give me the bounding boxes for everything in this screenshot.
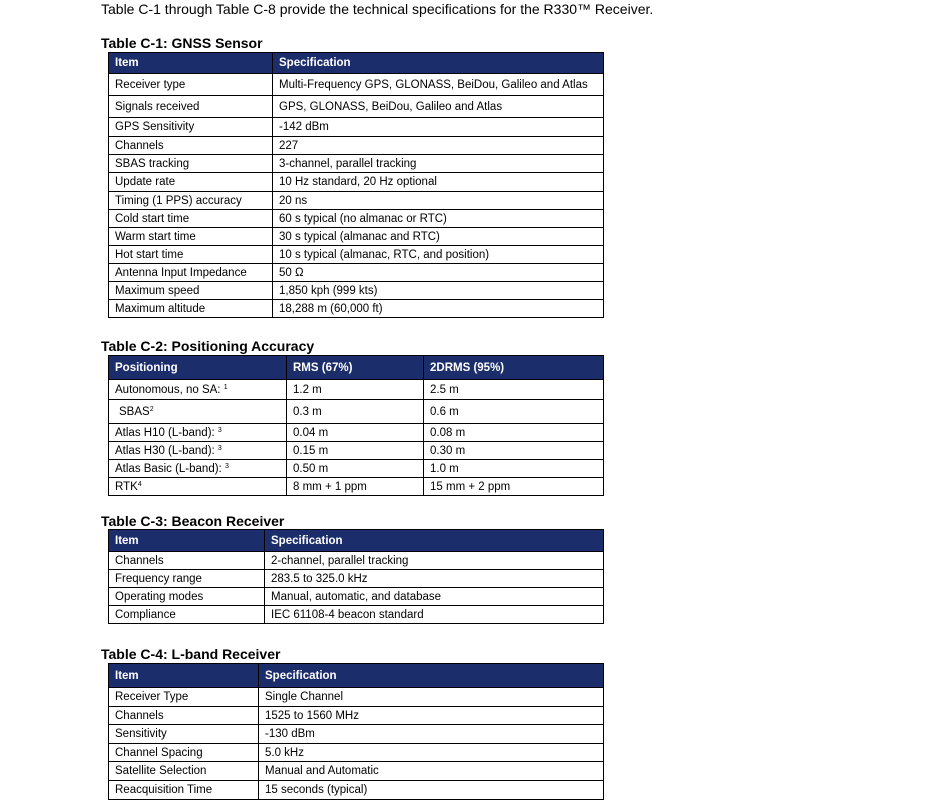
- table-row: [109, 744, 604, 762]
- table-header-row: [109, 530, 604, 552]
- table-row: [109, 725, 604, 744]
- table-row: [109, 246, 604, 264]
- drms-cell: 0.30 m: [424, 442, 604, 460]
- table-c2-title: Table C-2: Positioning Accuracy: [101, 338, 315, 354]
- positioning-label: RTK: [115, 480, 138, 493]
- table-c2-positioning-accuracy: [108, 355, 604, 496]
- table-row: [109, 74, 604, 96]
- rms-cell: 0.15 m: [287, 442, 424, 460]
- table-c4-lband-receiver: [108, 663, 604, 800]
- footnote-marker: 3: [217, 426, 222, 434]
- table-row: [109, 380, 604, 400]
- header-item: Item: [109, 53, 273, 74]
- specification-cell: -142 dBm: [273, 118, 604, 137]
- positioning-label: SBAS: [119, 405, 150, 418]
- table-c3-title: Table C-3: Beacon Receiver: [101, 513, 285, 529]
- specification-cell: 50 Ω: [273, 264, 604, 282]
- header-2drms: 2DRMS (95%): [424, 356, 604, 380]
- rms-cell: 1.2 m: [287, 380, 424, 400]
- specification-cell: Manual, automatic, and database: [265, 588, 604, 606]
- table-row: [109, 96, 604, 118]
- item-cell: Signals received: [109, 96, 273, 118]
- table-row: [109, 264, 604, 282]
- specification-cell: -130 dBm: [259, 725, 604, 744]
- item-cell: Channels: [109, 137, 273, 155]
- table-c1-gnss-sensor: [108, 52, 604, 318]
- table-row: [109, 570, 604, 588]
- item-cell: Frequency range: [109, 570, 265, 588]
- table-row: [109, 173, 604, 192]
- specification-cell: Single Channel: [259, 688, 604, 707]
- table-row: [109, 781, 604, 800]
- footnote-marker: 4: [137, 480, 142, 488]
- drms-cell: 1.0 m: [424, 460, 604, 478]
- item-cell: Timing (1 PPS) accuracy: [109, 192, 273, 210]
- drms-cell: 0.08 m: [424, 424, 604, 442]
- table-c1-title: Table C-1: GNSS Sensor: [101, 35, 263, 51]
- specification-cell: 1,850 kph (999 kts): [273, 282, 604, 300]
- header-item: Item: [109, 530, 265, 552]
- positioning-cell: [109, 442, 287, 460]
- table-row: [109, 210, 604, 228]
- table-row: [109, 688, 604, 707]
- table-row: [109, 400, 604, 424]
- specification-cell: GPS, GLONASS, BeiDou, Galileo and Atlas: [273, 96, 604, 118]
- specification-cell: 2-channel, parallel tracking: [265, 552, 604, 570]
- table-row: [109, 460, 604, 478]
- positioning-label: Atlas H30 (L-band):: [115, 444, 215, 457]
- positioning-label: Autonomous, no SA:: [115, 383, 221, 396]
- item-cell: Receiver type: [109, 74, 273, 96]
- table-row: [109, 282, 604, 300]
- item-cell: Update rate: [109, 173, 273, 192]
- table-row: [109, 137, 604, 155]
- item-cell: Channels: [109, 707, 259, 725]
- header-rms: RMS (67%): [287, 356, 424, 380]
- item-cell: Hot start time: [109, 246, 273, 264]
- table-row: [109, 478, 604, 496]
- table-row: [109, 442, 604, 460]
- specification-cell: Manual and Automatic: [259, 762, 604, 781]
- footnote-marker: 2: [149, 405, 154, 413]
- specification-cell: 10 Hz standard, 20 Hz optional: [273, 173, 604, 192]
- table-row: [109, 192, 604, 210]
- item-cell: Receiver Type: [109, 688, 259, 707]
- item-cell: Channels: [109, 552, 265, 570]
- positioning-cell: [109, 400, 287, 424]
- header-specification: Specification: [259, 664, 604, 688]
- rms-cell: 0.50 m: [287, 460, 424, 478]
- positioning-cell: [109, 460, 287, 478]
- table-c3-beacon-receiver: [108, 529, 604, 624]
- header-positioning: Positioning: [109, 356, 287, 380]
- header-specification: Specification: [265, 530, 604, 552]
- specification-cell: 20 ns: [273, 192, 604, 210]
- rms-cell: 0.3 m: [287, 400, 424, 424]
- item-cell: Operating modes: [109, 588, 265, 606]
- specification-cell: 60 s typical (no almanac or RTC): [273, 210, 604, 228]
- item-cell: Antenna Input Impedance: [109, 264, 273, 282]
- positioning-label: Atlas Basic (L-band):: [115, 462, 222, 475]
- item-cell: Maximum speed: [109, 282, 273, 300]
- drms-cell: 0.6 m: [424, 400, 604, 424]
- item-cell: Cold start time: [109, 210, 273, 228]
- specification-cell: 5.0 kHz: [259, 744, 604, 762]
- specification-cell: Multi-Frequency GPS, GLONASS, BeiDou, Galileo and Atlas: [273, 74, 604, 96]
- item-cell: Reacquisition Time: [109, 781, 259, 800]
- item-cell: Warm start time: [109, 228, 273, 246]
- table-row: [109, 762, 604, 781]
- table-header-row: [109, 356, 604, 380]
- specification-cell: 18,288 m (60,000 ft): [273, 300, 604, 318]
- footnote-marker: 3: [224, 462, 229, 470]
- table-header-row: [109, 664, 604, 688]
- specification-cell: 3-channel, parallel tracking: [273, 155, 604, 173]
- specification-cell: 1525 to 1560 MHz: [259, 707, 604, 725]
- table-header-row: [109, 53, 604, 74]
- table-row: [109, 300, 604, 318]
- table-row: [109, 606, 604, 624]
- item-cell: Sensitivity: [109, 725, 259, 744]
- drms-cell: 2.5 m: [424, 380, 604, 400]
- item-cell: Compliance: [109, 606, 265, 624]
- header-specification: Specification: [273, 53, 604, 74]
- table-row: [109, 552, 604, 570]
- footnote-marker: 3: [217, 444, 222, 452]
- table-c4-title: Table C-4: L-band Receiver: [101, 646, 281, 662]
- table-row: [109, 424, 604, 442]
- table-row: [109, 707, 604, 725]
- table-row: [109, 118, 604, 137]
- specification-cell: 10 s typical (almanac, RTC, and position): [273, 246, 604, 264]
- specification-cell: 30 s typical (almanac and RTC): [273, 228, 604, 246]
- item-cell: GPS Sensitivity: [109, 118, 273, 137]
- rms-cell: 8 mm + 1 ppm: [287, 478, 424, 496]
- specification-cell: 227: [273, 137, 604, 155]
- item-cell: Satellite Selection: [109, 762, 259, 781]
- table-row: [109, 588, 604, 606]
- specification-cell: 15 seconds (typical): [259, 781, 604, 800]
- footnote-marker: 1: [223, 383, 228, 391]
- header-item: Item: [109, 664, 259, 688]
- table-row: [109, 155, 604, 173]
- positioning-label: Atlas H10 (L-band):: [115, 426, 215, 439]
- item-cell: Maximum altitude: [109, 300, 273, 318]
- positioning-cell: [109, 424, 287, 442]
- intro-paragraph: Table C-1 through Table C-8 provide the technical specifications for the R330™ Receiver.: [101, 1, 654, 17]
- positioning-cell: [109, 478, 287, 496]
- specification-cell: 283.5 to 325.0 kHz: [265, 570, 604, 588]
- specification-cell: IEC 61108-4 beacon standard: [265, 606, 604, 624]
- table-row: [109, 228, 604, 246]
- drms-cell: 15 mm + 2 ppm: [424, 478, 604, 496]
- rms-cell: 0.04 m: [287, 424, 424, 442]
- positioning-cell: [109, 380, 287, 400]
- item-cell: SBAS tracking: [109, 155, 273, 173]
- item-cell: Channel Spacing: [109, 744, 259, 762]
